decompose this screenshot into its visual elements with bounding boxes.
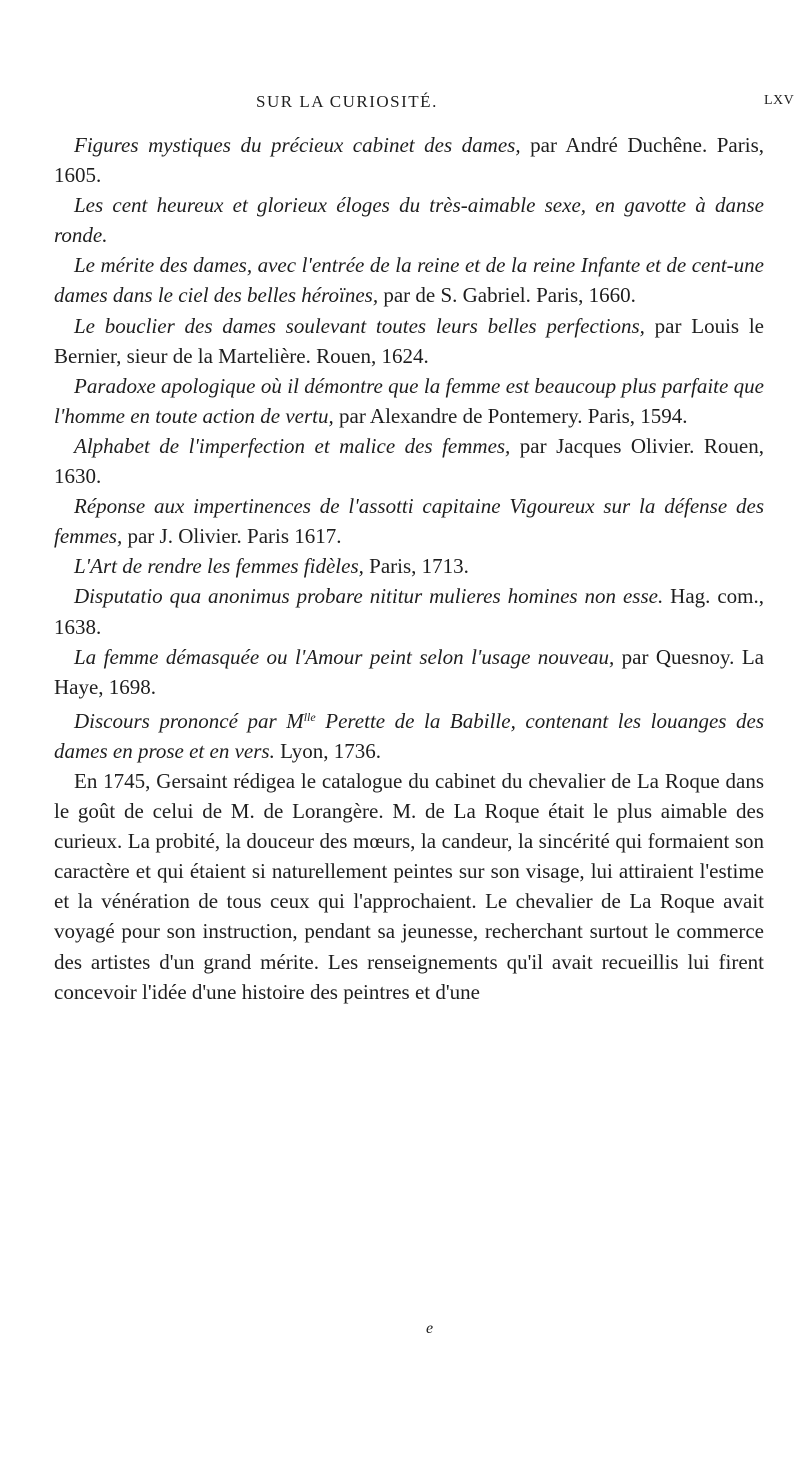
entry-title-part: Perette de la Babille, contenant les louanges des dames en prose et en vers. (54, 708, 764, 763)
entry-details: par André Duchêne. Paris, 1605. (54, 133, 765, 188)
bibliography-entry (54, 130, 764, 190)
entry-title: Réponse aux impertinences de l'assotti capitaine Vigoureux sur la défense des femmes, (54, 494, 764, 549)
entry-title-part: Discours prononcé par M (74, 708, 304, 733)
entry-details: Hag. com., 1638. (54, 584, 764, 639)
entry-title: Paradoxe apologique où il démontre que la femme est beaucoup plus parfaite que l'homme en toute action de vertu, (54, 373, 764, 428)
entry-details: Lyon, 1736. (274, 738, 381, 763)
bibliography-entry (54, 311, 764, 371)
entry-details: Paris, 1713. (363, 554, 469, 579)
running-head (0, 92, 800, 116)
body-paragraph: En 1745, Gersaint rédigea le catalogue du cabinet du chevalier de La Roque dans le goût de celui de M. de Lorangère. M. de La Roque était le plus aimable des curieux. La probité, la douceur des mœurs, la candeur, la sincérité qui formaient son caractère et qui étaient si naturellement peintes sur son visage, lui attiraient l'estime et la vénération de tous ceux qui l'approchaient. Le chevalier de La Roque avait voyagé pour son instruction, pendant sa jeunesse, recherchant surtout le commerce des artistes d'un grand mérite. Les renseignements qu'il avait recueillis lui firent concevoir l'idée d'une histoire des peintres et d'une (54, 768, 764, 1004)
entry-title: Disputatio qua anonimus probare nititur mulieres homines non esse. (74, 584, 664, 609)
running-title: SUR LA CURIOSITÉ. (256, 92, 438, 111)
entry-title: La femme démasquée ou l'Amour peint selon l'usage nouveau, (74, 644, 615, 669)
entry-title: Les cent heureux et glorieux éloges du très-aimable sexe, en gavotte à danse ronde. (54, 193, 764, 248)
bibliography-entry (54, 581, 764, 641)
bibliography-entry (54, 431, 764, 491)
bibliography-entry (54, 491, 764, 551)
bibliography-entry (54, 371, 764, 431)
entry-title (54, 709, 764, 763)
bibliography-entry (54, 190, 764, 250)
bibliography-entry (54, 702, 764, 766)
entry-details: par Louis le Bernier, sieur de la Martelière. Rouen, 1624. (54, 313, 764, 368)
entry-title: Alphabet de l'imperfection et malice des femmes, (74, 433, 511, 458)
entry-details: par J. Olivier. Paris 1617. (122, 524, 342, 549)
signature-mark: e (426, 1320, 434, 1337)
entry-title-superscript: lle (303, 709, 316, 724)
bibliography-entry (54, 642, 764, 702)
bibliography-entry (54, 551, 764, 581)
entry-title: Figures mystiques du précieux cabinet des dames, (74, 133, 521, 157)
entry-details: par Alexandre de Pontemery. Paris, 1594. (333, 403, 688, 428)
entry-details: par Quesnoy. La Haye, 1698. (54, 644, 765, 699)
entry-title: L'Art de rendre les femmes fidèles, (74, 554, 364, 579)
entry-title: Le mérite des dames, avec l'entrée de la reine et de la reine Infante et de cent-une dames dans le ciel des belles héroïnes, (54, 253, 764, 308)
entry-details: par de S. Gabriel. Paris, 1660. (378, 283, 636, 308)
entry-title: Le bouclier des dames soulevant toutes leurs belles perfections, (74, 313, 645, 338)
page-number: LXV (764, 93, 795, 108)
body-text (54, 130, 764, 1007)
bibliography-entry (54, 250, 764, 310)
entry-details: par Jacques Olivier. Rouen, 1630. (54, 433, 764, 489)
